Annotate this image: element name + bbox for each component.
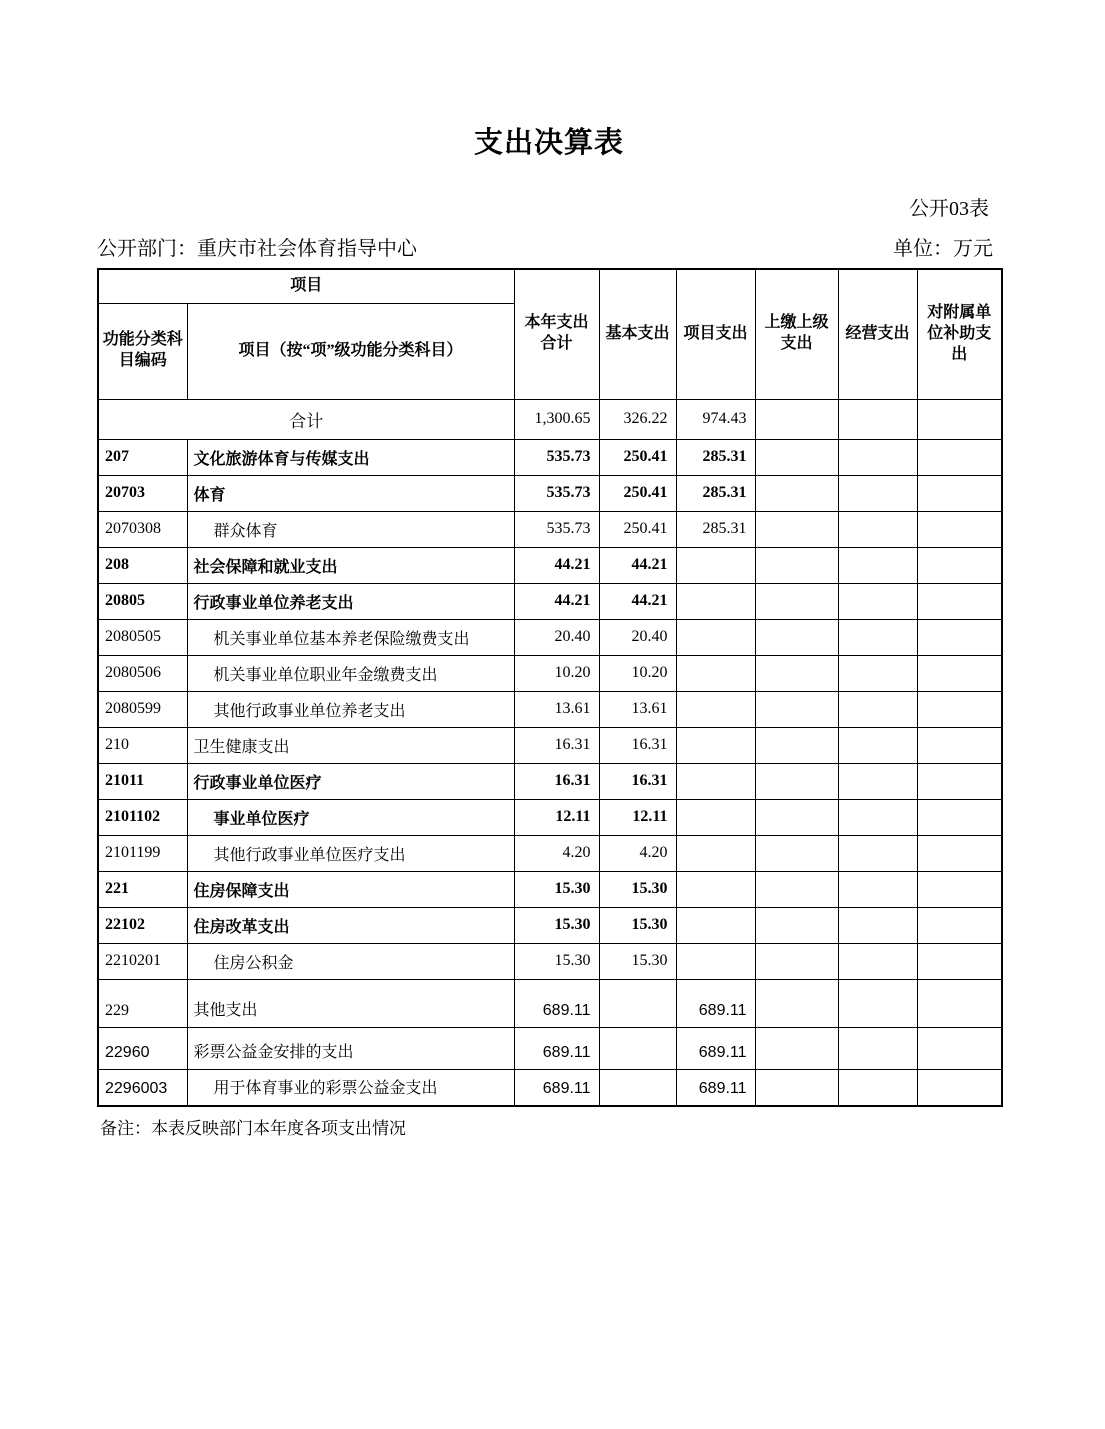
- row-value: 15.30: [514, 943, 599, 979]
- table-row: [98, 979, 1002, 1027]
- row-name: 其他支出: [187, 979, 514, 1027]
- header-col-upper-level: 上缴上级支出: [755, 269, 838, 399]
- row-value: [755, 439, 838, 475]
- row-name: 机关事业单位基本养老保险缴费支出: [187, 619, 514, 655]
- row-value: 15.30: [599, 907, 676, 943]
- row-value: [676, 871, 755, 907]
- total-label: 合计: [98, 399, 514, 439]
- row-value: 16.31: [514, 763, 599, 799]
- row-value: [676, 691, 755, 727]
- row-value: 13.61: [514, 691, 599, 727]
- row-value: 10.20: [514, 655, 599, 691]
- row-value: [676, 763, 755, 799]
- table-row: [98, 835, 1002, 871]
- row-value: [838, 1027, 917, 1069]
- row-value: [838, 547, 917, 583]
- row-value: [755, 799, 838, 835]
- row-value: [755, 655, 838, 691]
- row-value: 13.61: [599, 691, 676, 727]
- row-value: [917, 799, 1002, 835]
- row-value: [917, 835, 1002, 871]
- page-title: 支出决算表: [473, 127, 624, 159]
- row-value: [755, 1069, 838, 1106]
- row-value: [676, 835, 755, 871]
- row-value: 4.20: [599, 835, 676, 871]
- table-row: [98, 727, 1002, 763]
- row-value: [917, 871, 1002, 907]
- row-name: 行政事业单位医疗: [187, 763, 514, 799]
- row-code: 20703: [98, 475, 187, 511]
- row-value: [755, 727, 838, 763]
- row-value: [838, 511, 917, 547]
- row-value: [676, 943, 755, 979]
- row-value: [755, 907, 838, 943]
- row-code: 2210201: [98, 943, 187, 979]
- row-value: 689.11: [676, 979, 755, 1027]
- row-value: 15.30: [599, 871, 676, 907]
- total-value: 974.43: [676, 399, 755, 439]
- row-value: 689.11: [514, 1069, 599, 1106]
- row-value: 20.40: [514, 619, 599, 655]
- row-value: 250.41: [599, 511, 676, 547]
- row-value: 16.31: [599, 727, 676, 763]
- row-name: 体育: [187, 475, 514, 511]
- row-value: 16.31: [514, 727, 599, 763]
- row-value: [755, 511, 838, 547]
- row-value: [599, 1069, 676, 1106]
- total-value: [838, 399, 917, 439]
- row-name: 其他行政事业单位养老支出: [187, 691, 514, 727]
- header-col-basic: 基本支出: [599, 269, 676, 399]
- table-row: [98, 799, 1002, 835]
- row-code: 2080505: [98, 619, 187, 655]
- row-code: 2101199: [98, 835, 187, 871]
- table-row: [98, 943, 1002, 979]
- row-value: [917, 475, 1002, 511]
- total-value: [755, 399, 838, 439]
- row-value: 689.11: [676, 1069, 755, 1106]
- row-value: [917, 619, 1002, 655]
- row-value: 689.11: [514, 979, 599, 1027]
- sheet-number-label: 公开03表: [909, 198, 989, 220]
- row-code: 20805: [98, 583, 187, 619]
- row-name: 彩票公益金安排的支出: [187, 1027, 514, 1069]
- row-value: 285.31: [676, 475, 755, 511]
- header-code-label: 功能分类科目编码: [98, 303, 187, 399]
- footnote: 备注：本表反映部门本年度各项支出情况: [100, 1119, 406, 1138]
- row-value: 16.31: [599, 763, 676, 799]
- row-code: 2101102: [98, 799, 187, 835]
- row-value: [917, 655, 1002, 691]
- row-value: [676, 907, 755, 943]
- row-value: [838, 655, 917, 691]
- row-value: [838, 475, 917, 511]
- row-value: [755, 691, 838, 727]
- table-row: [98, 511, 1002, 547]
- table-row: [98, 907, 1002, 943]
- table-row: [98, 655, 1002, 691]
- row-value: [917, 547, 1002, 583]
- row-value: [917, 511, 1002, 547]
- row-value: 285.31: [676, 439, 755, 475]
- row-value: [676, 583, 755, 619]
- row-code: 207: [98, 439, 187, 475]
- row-value: [838, 979, 917, 1027]
- row-value: 689.11: [514, 1027, 599, 1069]
- row-value: [838, 871, 917, 907]
- row-value: [838, 691, 917, 727]
- row-value: [917, 583, 1002, 619]
- row-value: [838, 583, 917, 619]
- row-value: 535.73: [514, 511, 599, 547]
- row-value: [917, 943, 1002, 979]
- expenditure-sheet: [97, 0, 1001, 1139]
- row-value: [755, 943, 838, 979]
- row-value: [838, 835, 917, 871]
- row-value: [838, 907, 917, 943]
- row-value: 15.30: [599, 943, 676, 979]
- row-code: 2080506: [98, 655, 187, 691]
- table-row: [98, 619, 1002, 655]
- row-value: [755, 835, 838, 871]
- row-value: 250.41: [599, 475, 676, 511]
- header-name-label: 项目（按“项”级功能分类科目）: [187, 303, 514, 399]
- row-value: [917, 727, 1002, 763]
- row-value: [838, 943, 917, 979]
- header-row-group: [98, 269, 1002, 303]
- row-value: [755, 1027, 838, 1069]
- row-name: 住房公积金: [187, 943, 514, 979]
- header-col-project-exp: 项目支出: [676, 269, 755, 399]
- row-value: 10.20: [599, 655, 676, 691]
- total-value: 1,300.65: [514, 399, 599, 439]
- row-value: [676, 799, 755, 835]
- row-value: [838, 439, 917, 475]
- row-value: 15.30: [514, 907, 599, 943]
- table-row: [98, 1027, 1002, 1069]
- department-label: 公开部门：重庆市社会体育指导中心: [97, 238, 417, 260]
- expenditure-table: [97, 268, 1003, 1107]
- table-row: [98, 583, 1002, 619]
- row-value: [838, 619, 917, 655]
- row-value: 535.73: [514, 475, 599, 511]
- row-value: [755, 475, 838, 511]
- row-name: 机关事业单位职业年金缴费支出: [187, 655, 514, 691]
- table-row: [98, 871, 1002, 907]
- row-code: 2070308: [98, 511, 187, 547]
- row-name: 用于体育事业的彩票公益金支出: [187, 1069, 514, 1106]
- row-value: [755, 619, 838, 655]
- row-code: 221: [98, 871, 187, 907]
- table-row: [98, 439, 1002, 475]
- table-row: [98, 547, 1002, 583]
- row-value: [755, 871, 838, 907]
- total-value: 326.22: [599, 399, 676, 439]
- header-col-operating: 经营支出: [838, 269, 917, 399]
- table-row: [98, 475, 1002, 511]
- row-value: [755, 583, 838, 619]
- unit-label: 单位：万元: [893, 238, 993, 260]
- header-col-subsidy: 对附属单位补助支出: [917, 269, 1002, 399]
- row-value: [755, 763, 838, 799]
- row-code: 2080599: [98, 691, 187, 727]
- row-value: 285.31: [676, 511, 755, 547]
- row-value: [838, 727, 917, 763]
- meta-line: [97, 232, 1001, 261]
- row-value: 44.21: [514, 547, 599, 583]
- row-name: 卫生健康支出: [187, 727, 514, 763]
- row-value: [755, 547, 838, 583]
- row-code: 21011: [98, 763, 187, 799]
- total-row: [98, 399, 1002, 439]
- row-code: 208: [98, 547, 187, 583]
- row-value: 250.41: [599, 439, 676, 475]
- row-value: 689.11: [676, 1027, 755, 1069]
- row-value: [917, 439, 1002, 475]
- table-row: [98, 691, 1002, 727]
- header-col-total: 本年支出合计: [514, 269, 599, 399]
- row-code: 229: [98, 979, 187, 1027]
- row-value: [838, 763, 917, 799]
- row-value: [917, 691, 1002, 727]
- table-row: [98, 763, 1002, 799]
- row-value: [676, 547, 755, 583]
- row-value: 4.20: [514, 835, 599, 871]
- row-name: 住房改革支出: [187, 907, 514, 943]
- row-code: 22102: [98, 907, 187, 943]
- row-value: [838, 1069, 917, 1106]
- table-row: [98, 1069, 1002, 1106]
- row-name: 社会保障和就业支出: [187, 547, 514, 583]
- row-value: [599, 1027, 676, 1069]
- row-value: [917, 1069, 1002, 1106]
- row-value: [917, 979, 1002, 1027]
- row-value: [676, 655, 755, 691]
- row-name: 其他行政事业单位医疗支出: [187, 835, 514, 871]
- row-name: 事业单位医疗: [187, 799, 514, 835]
- total-value: [917, 399, 1002, 439]
- row-value: 15.30: [514, 871, 599, 907]
- row-value: [676, 619, 755, 655]
- row-name: 行政事业单位养老支出: [187, 583, 514, 619]
- row-name: 住房保障支出: [187, 871, 514, 907]
- row-value: 20.40: [599, 619, 676, 655]
- row-value: 12.11: [599, 799, 676, 835]
- row-value: 12.11: [514, 799, 599, 835]
- header-group-project: 项目: [98, 269, 514, 303]
- row-value: [917, 1027, 1002, 1069]
- row-name: 群众体育: [187, 511, 514, 547]
- row-value: [599, 979, 676, 1027]
- row-value: 535.73: [514, 439, 599, 475]
- row-name: 文化旅游体育与传媒支出: [187, 439, 514, 475]
- row-value: [755, 979, 838, 1027]
- row-value: 44.21: [514, 583, 599, 619]
- table-body: [98, 399, 1002, 1106]
- row-value: [676, 727, 755, 763]
- row-code: 2296003: [98, 1069, 187, 1106]
- row-value: [917, 763, 1002, 799]
- row-code: 22960: [98, 1027, 187, 1069]
- row-value: 44.21: [599, 547, 676, 583]
- row-value: 44.21: [599, 583, 676, 619]
- row-code: 210: [98, 727, 187, 763]
- row-value: [917, 907, 1002, 943]
- row-value: [838, 799, 917, 835]
